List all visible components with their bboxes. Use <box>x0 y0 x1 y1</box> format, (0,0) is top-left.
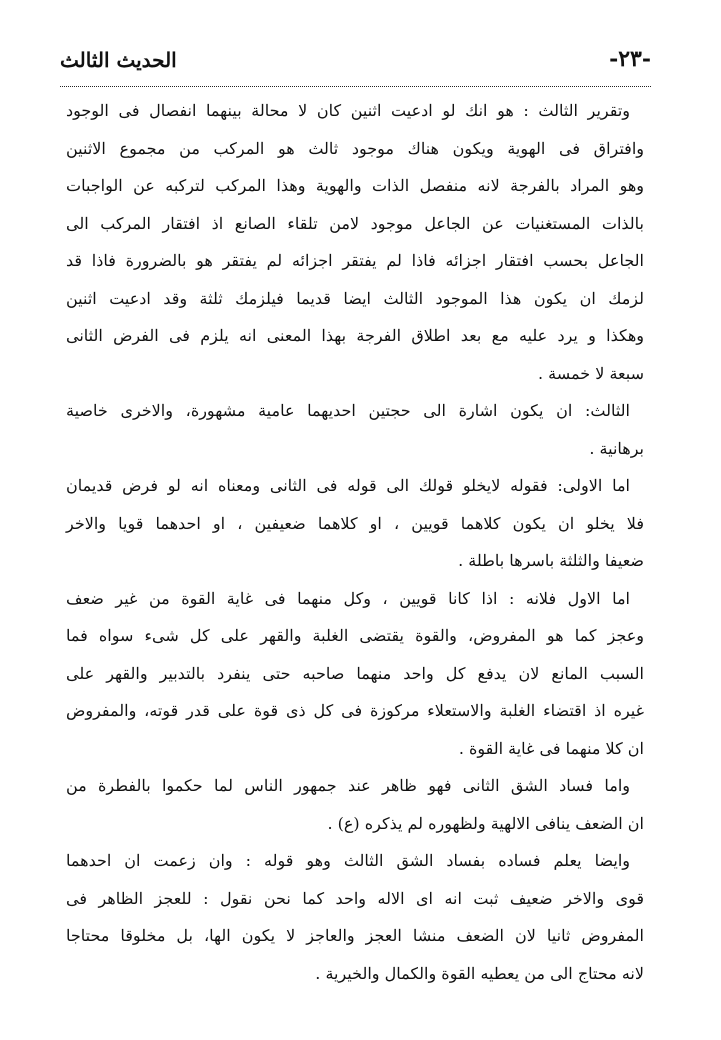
text-line: برهانية . <box>589 438 644 458</box>
paragraph <box>66 92 644 392</box>
page-header <box>60 46 651 80</box>
text-line: لانه محتاج الى من يعطيه القوة والكمال والخيرية . <box>315 963 644 983</box>
text-line: قوى والاخر ضعيف ثبت انه اى الاله واحد كما نحن نقول : للعجز الظاهر فى <box>66 888 644 908</box>
text-line: ضعيفا والثلثة باسرها باطلة . <box>458 551 644 570</box>
paragraph <box>66 392 644 467</box>
header-divider <box>60 86 651 87</box>
text-line: الثالث: ان يكون اشارة الى حجتين احديهما عامية مشهورة، والاخرى خاصية <box>66 401 630 420</box>
text-line: اما الاولى: فقوله لايخلو قولك الى قوله فى الثانى ومعناه انه لو فرض قديمان <box>66 476 630 495</box>
text-line: غيره اذ اقتضاء الغلبة والاستعلاء مركوزة فى كل ذى قوة على قدر قوته، والمفروض <box>66 701 644 720</box>
text-line: وهكذا و يرد عليه مع بعد اطلاق الفرجة بهذا المعنى انه يلزم فى الفرض الثانى <box>66 326 644 345</box>
text-line: السبب المانع لان يدفع كل واحد منهما صاحبه حتى ينفرد بالتدبير والقهر على <box>66 663 644 683</box>
text-line: وعجز كما هو المفروض، والقوة يقتضى الغلبة والقهر على كل شىء سواه فما <box>66 626 644 645</box>
text-line: سبعة لا خمسة . <box>538 363 644 383</box>
text-line: وافتراق فى الهوية ويكون هناك موجود ثالث هو المركب من مجموع الاثنين <box>66 138 644 158</box>
text-line: ان الضعف ينافى الالهية ولظهوره لم يذكره (ع) . <box>327 813 644 833</box>
body-text <box>66 92 644 992</box>
text-line: وتقرير الثالث : هو انك لو ادعيت اثنين كان لا محالة بينهما انفصال فى الوجود <box>66 101 630 120</box>
paragraph <box>66 467 644 580</box>
page-number: -٢٣- <box>609 46 651 72</box>
paragraph <box>66 842 644 992</box>
text-line: واما فساد الشق الثانى فهو ظاهر عند جمهور الناس لما حكموا بالفطرة من <box>66 776 630 795</box>
text-line: اما الاول فلانه : اذا كانا قويين ، وكل منهما فى غاية القوة من غير ضعف <box>66 588 630 608</box>
paragraph <box>66 767 644 842</box>
text-line: الجاعل بحسب افتقار اجزائه فاذا لم يفتقر اجزائه لم يفتقر هو بالضرورة فاذا قد <box>66 251 644 270</box>
running-title: الحديث الثالث <box>60 48 177 72</box>
text-line: وهو المراد بالفرجة لانه منفصل الذات والهوية وهذا المركب لتركبه عن الواجبات <box>66 176 644 195</box>
text-line: لزمك ان يكون هذا الموجود الثالث ايضا قديما فيلزمك ثلثة وقد ادعيت اثنين <box>66 288 644 308</box>
text-line: المفروض ثانيا لان الضعف منشا العجز والعاجز لا يكون الها، بل مخلوقا محتاجا <box>66 926 644 945</box>
text-line: ان كلا منهما فى غاية القوة . <box>458 738 644 758</box>
paragraph <box>66 580 644 768</box>
text-line: بالذات المستغنيات عن الجاعل موجود لامن تلقاء الصانع اذ افتقار المركب الى <box>66 213 644 233</box>
text-line: وايضا يعلم فساده بفساد الشق الثالث وهو قوله : وان زعمت ان احدهما <box>66 851 630 870</box>
text-line: فلا يخلو ان يكون كلاهما قويين ، او كلاهما ضعيفين ، او احدهما قويا والاخر <box>66 513 644 533</box>
